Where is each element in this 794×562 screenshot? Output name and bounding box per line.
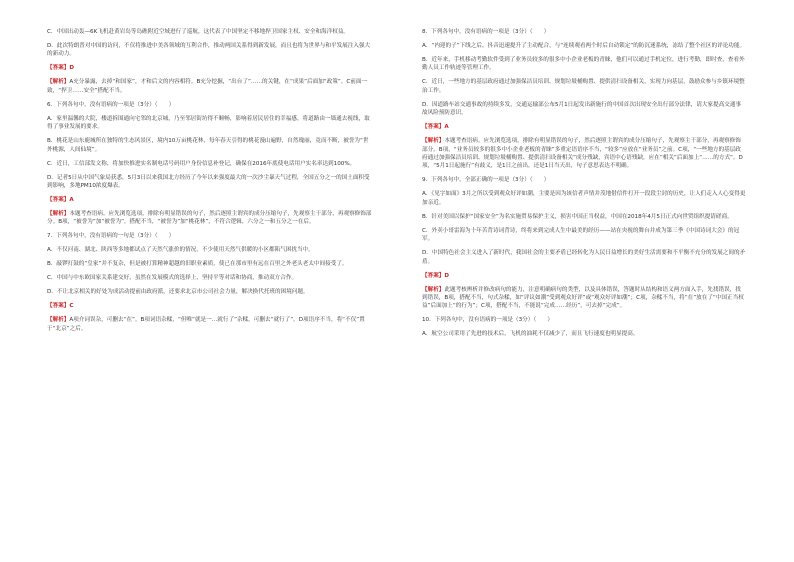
question-text: 6．下列各句中，没有语病的一项是（3分）（ ） (47, 101, 175, 108)
explanation-text: 本题考查语病。应先浏览选项，排除有明显错误的句子，然后逐照主谓宾的成分压缩句子，先观察主干部分，再观察修饰部分。B项，“业务员较多的很多中小企业老板的青睐”多重定语语序不当，“较多”应放在“业务员”之前。C项，“一些地方的基层政府通过加强保洁员培训、规划垃圾桶购置、提供清扫设备相关”成分残缺，宾语中心语残缺，应在“相关”后面加上“……的方式”。D项，“5月1日起施行”有歧义，是1日之前出，还是1日当天出，句子意思表达不明确。 (422, 138, 743, 170)
explanation-text: A充分暴露，去掉“和国家”，才和后文的内容相符。B充分挖掘，“出台了”……的关键，在“成果”后面加“政策”。C前面一致，“捍卫……安全”搭配不当。 (47, 79, 368, 94)
explanation-label: 【解析】 (422, 286, 445, 293)
explanation-label: 【解析】 (47, 79, 70, 86)
left-column (47, 28, 372, 339)
explanation-paragraph (422, 286, 746, 311)
question-text: B．近年来，手机移动考勤软件受到了业务员较多的很多中小企业老板的青睐，他们可以通过手机定位，进行考勤，即时查，查看外勤人员工作轨迹等管理工作。 (422, 57, 745, 72)
question-text: D．此次特朗普对中国的访问，不仅将推进中美各领域的互利合作，推动两国关系得到新发展，而且也将为世界与和平发展注入强大的新动力。 (47, 43, 371, 58)
question-text: 10．下列各句中，没有语病的一项是（3分）（ ） (422, 317, 553, 324)
question-text: A．《见字如面》3月之所以受到观众好评如潮，主要是因为该信者声情并茂地借信件打开一段段尘封的历史，让人们走入人心变得更加亲近。 (422, 191, 746, 206)
explanation-label: 【解析】 (422, 138, 445, 145)
question-text: A．“内迎的子”下线之后，抖音迅速提升了主动配合，与“连续观看两个时后自动锁定”的防沉迷系统，冻结了整个社区的评论功能。 (422, 43, 746, 49)
right-column (422, 28, 746, 344)
question-text: 8．下列各句中，没有语病的一项是（3分）（ ） (422, 29, 550, 35)
explanation-paragraph (47, 78, 372, 95)
question-text: A．家里温馨的大院，楼道拆围通向宅邻的北京城，乃至邻居街坊得不顺畅，影响着居民居住的幸福感，将道路由一墙通去视线，取得了事业发展的要求。 (47, 115, 370, 131)
answer-line: 【答案】D (422, 272, 450, 279)
question-text: C．近日，工信部发文称，将加快推进实名制电话号码用户身份信息补登记，确保在2016年底使电话用户实名率达到100%。 (47, 160, 356, 167)
question-text: 9．下列各句中，全部正确的一项是（3分）（ ） (422, 177, 550, 184)
explanation-paragraph (422, 137, 746, 171)
question-text: D．记者5日从中国气象局获悉，5月3日以来我国北方经历了今年以来强度最大的一次沙尘暴天气过程，全国五分之一的国土面积受到影响，多地PM10浓度爆表。 (47, 174, 370, 190)
question-text: D．不让北京相关的好处为成活动提前由政府派，还要求北京市公司社会力量，解决换代托班的困境问题。 (47, 289, 309, 296)
question-text: A．航空公司采用了先进的技术后，飞机的油耗不仅减少了，而且飞行速度也明显提高。 (422, 331, 639, 338)
explanation-paragraph (47, 210, 372, 227)
question-text: B．桃花是山东鹿城所在独特的生态风景区，境内10万亩桃花林，每年春天引得的桃花漫山遍野，自然瑰丽，竟而不断，被誉为“世外桃源，人间仙境”。 (47, 138, 369, 153)
explanation-text: 此题考核辨析并修改病句的能力，注意明确病句的类型，以及具体错误，答题时从结构和语义两方面入手，先找错误，找到错误，B项，搭配不当，句式杂糅，如“评议如潮”受到观众好评”或“观众好评如潮”；C项，杂糅不当，将“在”放在了“中国正当权益”后面加上“的行为”；C项，搭配不当，不能说“完成……经历”，可去掉“完成”。 (422, 286, 744, 310)
explanation-paragraph (47, 316, 372, 333)
question-text: D．因道路车站交通事故的持续多发，交通运输部公布5月1日起发出新施行的中国首次出现安全出行部分法律，请大家提高交通事故风险预防意识。 (422, 101, 742, 117)
question-text: C．中国与中东欧国家关系建交好，虽然在发展模式的选择上，坚持平等对话和协商，推动双方合作。 (47, 275, 298, 282)
answer-line: 【答案】C (47, 303, 74, 310)
question-text: A．不仅河南、湖北、陕西等多地都试点了天然气涨价的情况，不少使用天然气供暖的小区都陷气困扰当中。 (47, 247, 314, 254)
answer-line: 【答案】A (422, 124, 449, 131)
question-text: C．近日，一些地方的基层政府通过加强保洁员培训、规划垃圾桶购置、提供清扫设备相关，实现力向基层，鼓励众参与乡镇环境整治工作。 (422, 79, 745, 94)
answer-line: 【答案】A (47, 197, 74, 204)
question-text: C．中国出动轰—6K飞机赴黄岩岛等岛礁附近空域进行了巡航，这代表了中国坚定不移地捍卫国家主权、安全和海洋权益。 (47, 29, 350, 35)
answer-line: 【答案】D (47, 65, 75, 72)
question-text: 7．下列各句中，没有语病的一句是（3分）（ ） (47, 233, 175, 240)
question-text: D．中国特色社会主义进入了新时代，我国社会的主要矛盾已经转化为人民日益增长的美好生活需要和不平衡不充分的发展之间的矛盾。 (422, 250, 746, 265)
question-text: C．外卖小哥雷海为十年苦背诗词背诗，终将来到完成人生中最美的经历——站在央视的舞台并成为第三季《中国诗词大会》的冠军。 (422, 227, 740, 243)
explanation-text: A项介词误杂，可删去“在”。B项词语杂糅，“但唯”就是一…就行了”杂糅，可删去“就行了”。D项语序不当，将“不仅”置于“北京”之后。 (47, 317, 365, 332)
question-text: B．敲锣打鼓的“皇家”并不复杂，但是被打算精神超越的旧职业素质，使已在那市里有远在百里之外老头老太中间接受了。 (47, 261, 348, 268)
question-text: B．针对美国以保护“国家安全”为名实施贸易保护主义，损害中国正当权益，中国在2018年4月5日正式向世贸组织提请磋商。 (422, 213, 733, 220)
explanation-label: 【解析】 (47, 317, 70, 324)
explanation-label: 【解析】 (47, 211, 70, 218)
explanation-text: 本题考查语病。应先浏览选项，排除有明显错误的句子，然后逐照主谓宾的成分压缩句子，先观察主干部分，再观察修饰部分。B项，“被誉为”加“被誉为”，搭配不当，“被誉为”加“桃花林”，不符合逻辑，六分之一和五分之一在后。 (47, 211, 372, 226)
